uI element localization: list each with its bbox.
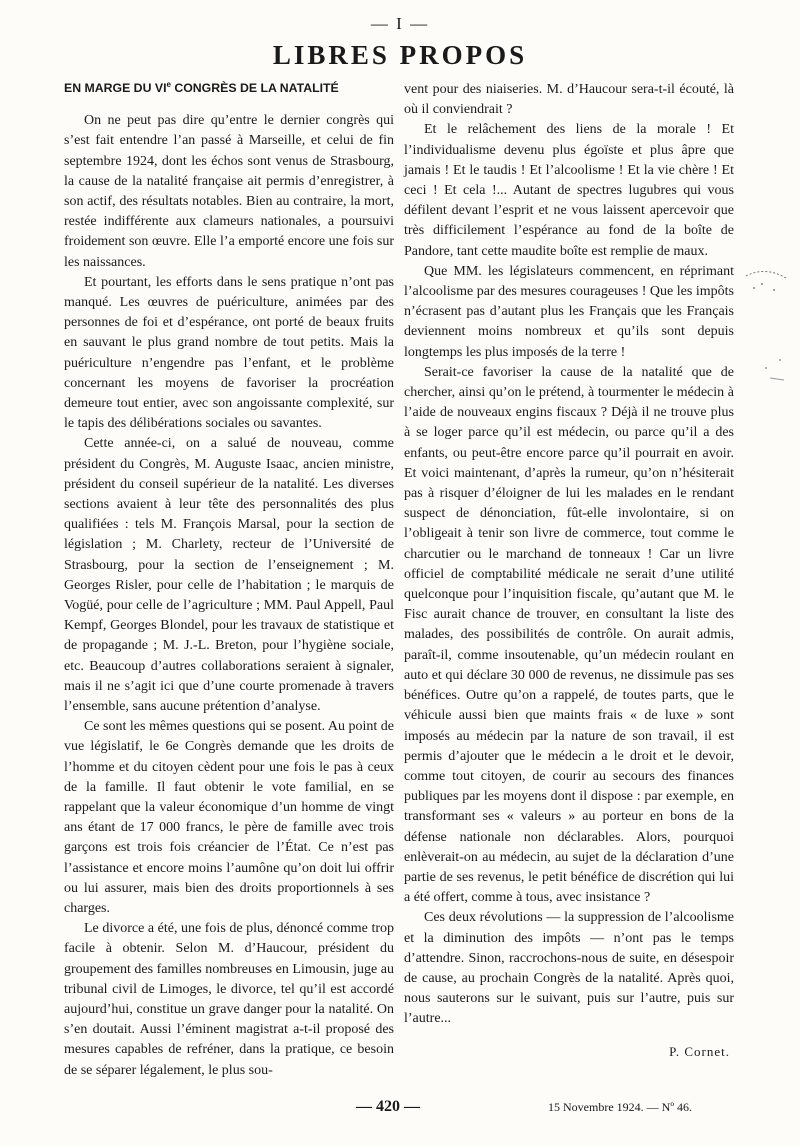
right-column: [404, 80, 734, 1060]
paragraph: Ce sont les mêmes questions qui se posent. Au point de vue législatif, le 6e Congrès demande que les droits de l’homme et du citoyen cèdent pour une fois le pas à ceux de la famille. Il faut obtenir le vote familial, en se rappelant que la valeur économique d’un homme de vingt ans étant de 17 000 francs, le père de famille avec trois garçons est trois fois créancier de l’État. Ce n’est pas l’assistance et encore moins l’aumône qu’on doit lui offrir ou lui assurer, mais bien des droits proportionnels à ses charges.: [64, 719, 394, 917]
footer-page-number: — 420 —: [356, 1098, 420, 1115]
paragraph: Que MM. les législateurs commencent, en réprimant l’alcoolisme par des mesures courageuses ! Que les impôts n’écrasent pas d’autant plus les Français que les Français deviennent moins nombreux et qu’ils sont depuis longtemps les plus imposés de la terre !: [404, 263, 734, 360]
left-column: [64, 80, 394, 1081]
subtitle-part-1: EN MARGE DU VI: [64, 81, 167, 96]
paragraph: Le divorce a été, une fois de plus, dénoncé comme trop facile à obtenir. Selon M. d’Haucour, président du groupement des familles nombreuses en Limousin, juge au tribunal civil de Limoges, le divorce, tel qu’il est accordé aujourd’hui, constitue un grave danger pour la natalité. On s’en doutait. Aussi l’éminent magistrat a-t-il proposé des mesures capables de refréner, dans la pratique, ce besoin de se séparer légalement, le plus sou-: [64, 921, 394, 1078]
subtitle-part-2: CONGRÈS DE LA NATALITÉ: [170, 81, 339, 96]
paragraph: Et pourtant, les efforts dans le sens pratique n’ont pas manqué. Les œuvres de puériculture, animées par des personnes de foi et d’espérance, ont porté de beaux fruits en sauvant le plus grand nombre de tout petits. Mais la puériculture n’engendre pas l’enfant, et le problème concernant les moyens de favoriser la procréation demeure tout entier, avec son angoissante complexité, sur le tapis des délibérations sociales ou savantes.: [64, 274, 394, 432]
page-title: LIBRES PROPOS: [272, 40, 528, 70]
roman-page-number: — I —: [370, 14, 430, 33]
paragraph: Cette année-ci, on a salué de nouveau, comme président du Congrès, M. Auguste Isaac, ancien ministre, président du conseil supérieur de la natalité. Les diverses sections avaient à leur tête des personnalités des plus qualifiées : tels M. François Marsal, pour la section de législation ; M. Charlety, recteur de l’Université de Strasbourg, pour la section de l’enseignement ; M. Georges Risler, pour celle de l’habitation ; le marquis de Vogüé, pour celle de l’agriculture ; MM. Paul Appell, Paul Kempf, Georges Blondel, pour les travaux de statistique et de propagande ; M. J.-L. Breton, pour l’hygiène sociale, etc. Beaucoup d’autres collaborations seraient à signaler, mais il ne s’agit ici que d’une courte promenade à travers l’ensemble, sans aucune prétention d’analyse.: [64, 436, 394, 714]
paragraph: Ces deux révolutions — la suppression de l’alcoolisme et la diminution des impôts — n’ont pas le temps d’attendre. Sinon, raccrochons-nous de suite, en désespoir de cause, au prochain Congrès de la natalité. Après quoi, nous sauterons sur le suivant, puis sur l’autre, puis sur l’autre...: [404, 910, 734, 1027]
paragraph: Serait-ce favoriser la cause de la natalité que de chercher, ainsi qu’on le prétend, à tourmenter le médecin à l’aide de nouveaux engins fiscaux ? Déjà il ne trouve plus à se loger parce qu’il est médecin, ou parce qu’il a des enfants, ou peut-être encore parce qu’il pourrait en avoir. Et voici maintenant, d’après la rumeur, qu’on n’hésiterait pas à risquer d’éloigner de lui les malades en le rendant suspect de dénonciation, fût-elle involontaire, si on l’obligeait à tenir son livre de commerce, tout comme le charcutier ou le marchand de tonneaux ! Car un livre officiel de comptabilité médicale ne serait d’une utilité quelconque pour l’inquisition fiscale, qu’autant que M. le Fisc aurait chance de trouver, en consultant la liste des malades, des possibilités de contrôle. On aurait admis, paraît-il, comme insoutenable, qu’un médecin roulant en auto et qui déclare 30 000 de revenus, ne dissimule pas ses bénéfices. Outre qu’on a rappelé, de toutes parts, que le véhicule aussi bien que maints frais « de luxe » sont imposés au médecin par la nature de son travail, il est permis d’ajouter que le médecin a le droit et le devoir, comme tout citoyen, de courir au secours des finances publiques par les moyens dont il dispose : par exemple, en transformant ses « valeurs » au porteur en bons de la défense nationale non déclarables. Alors, pourquoi enlèverait-on au médecin, au sujet de la déclaration d’une partie de ses revenus, le petit bénéfice de discrétion qui lui a été offert, comme à tous, avec insistance ?: [404, 364, 734, 906]
paragraph: Et le relâchement des liens de la morale ! Et l’individualisme devenu plus égoïste et plus âpre que jamais ! Et le taudis ! Et l’alcoolisme ! Et la vie chère ! Et ceci ! Et cela !... Autant de spectres lugubres qui vous défilent devant l’esprit et ne vous laissent apercevoir que très difficilement l’espérance au fond de la boîte de Pandore, tant cette maudite boîte est remplie de maux.: [404, 122, 734, 259]
footer-date-issue: 15 Novembre 1924. — Nº 46.: [548, 1100, 693, 1114]
article-subtitle: [64, 80, 394, 95]
subtitle-superscript: e: [166, 80, 171, 89]
library-stamp-mark: [740, 268, 790, 388]
paragraph: On ne peut pas dire qu’entre le dernier congrès qui s’est fait entendre l’an passé à Marseille, et celui de fin septembre 1924, dont les échos sont venus de Strasbourg, la cause de la natalité française ait permis d’enregistrer, à son actif, des résultats notables. Bien au contraire, la mort, restée indifférente aux clameurs nationales, a poursuivi froidement son œuvre. Elle l’a emporté encore une fois sur les naissances.: [64, 113, 394, 270]
author-signature: P. Cornet.: [669, 1043, 730, 1059]
paragraph-continuation: vent pour des niaiseries. M. d’Haucour sera-t-il écouté, là où il conviendrait ?: [404, 82, 734, 118]
